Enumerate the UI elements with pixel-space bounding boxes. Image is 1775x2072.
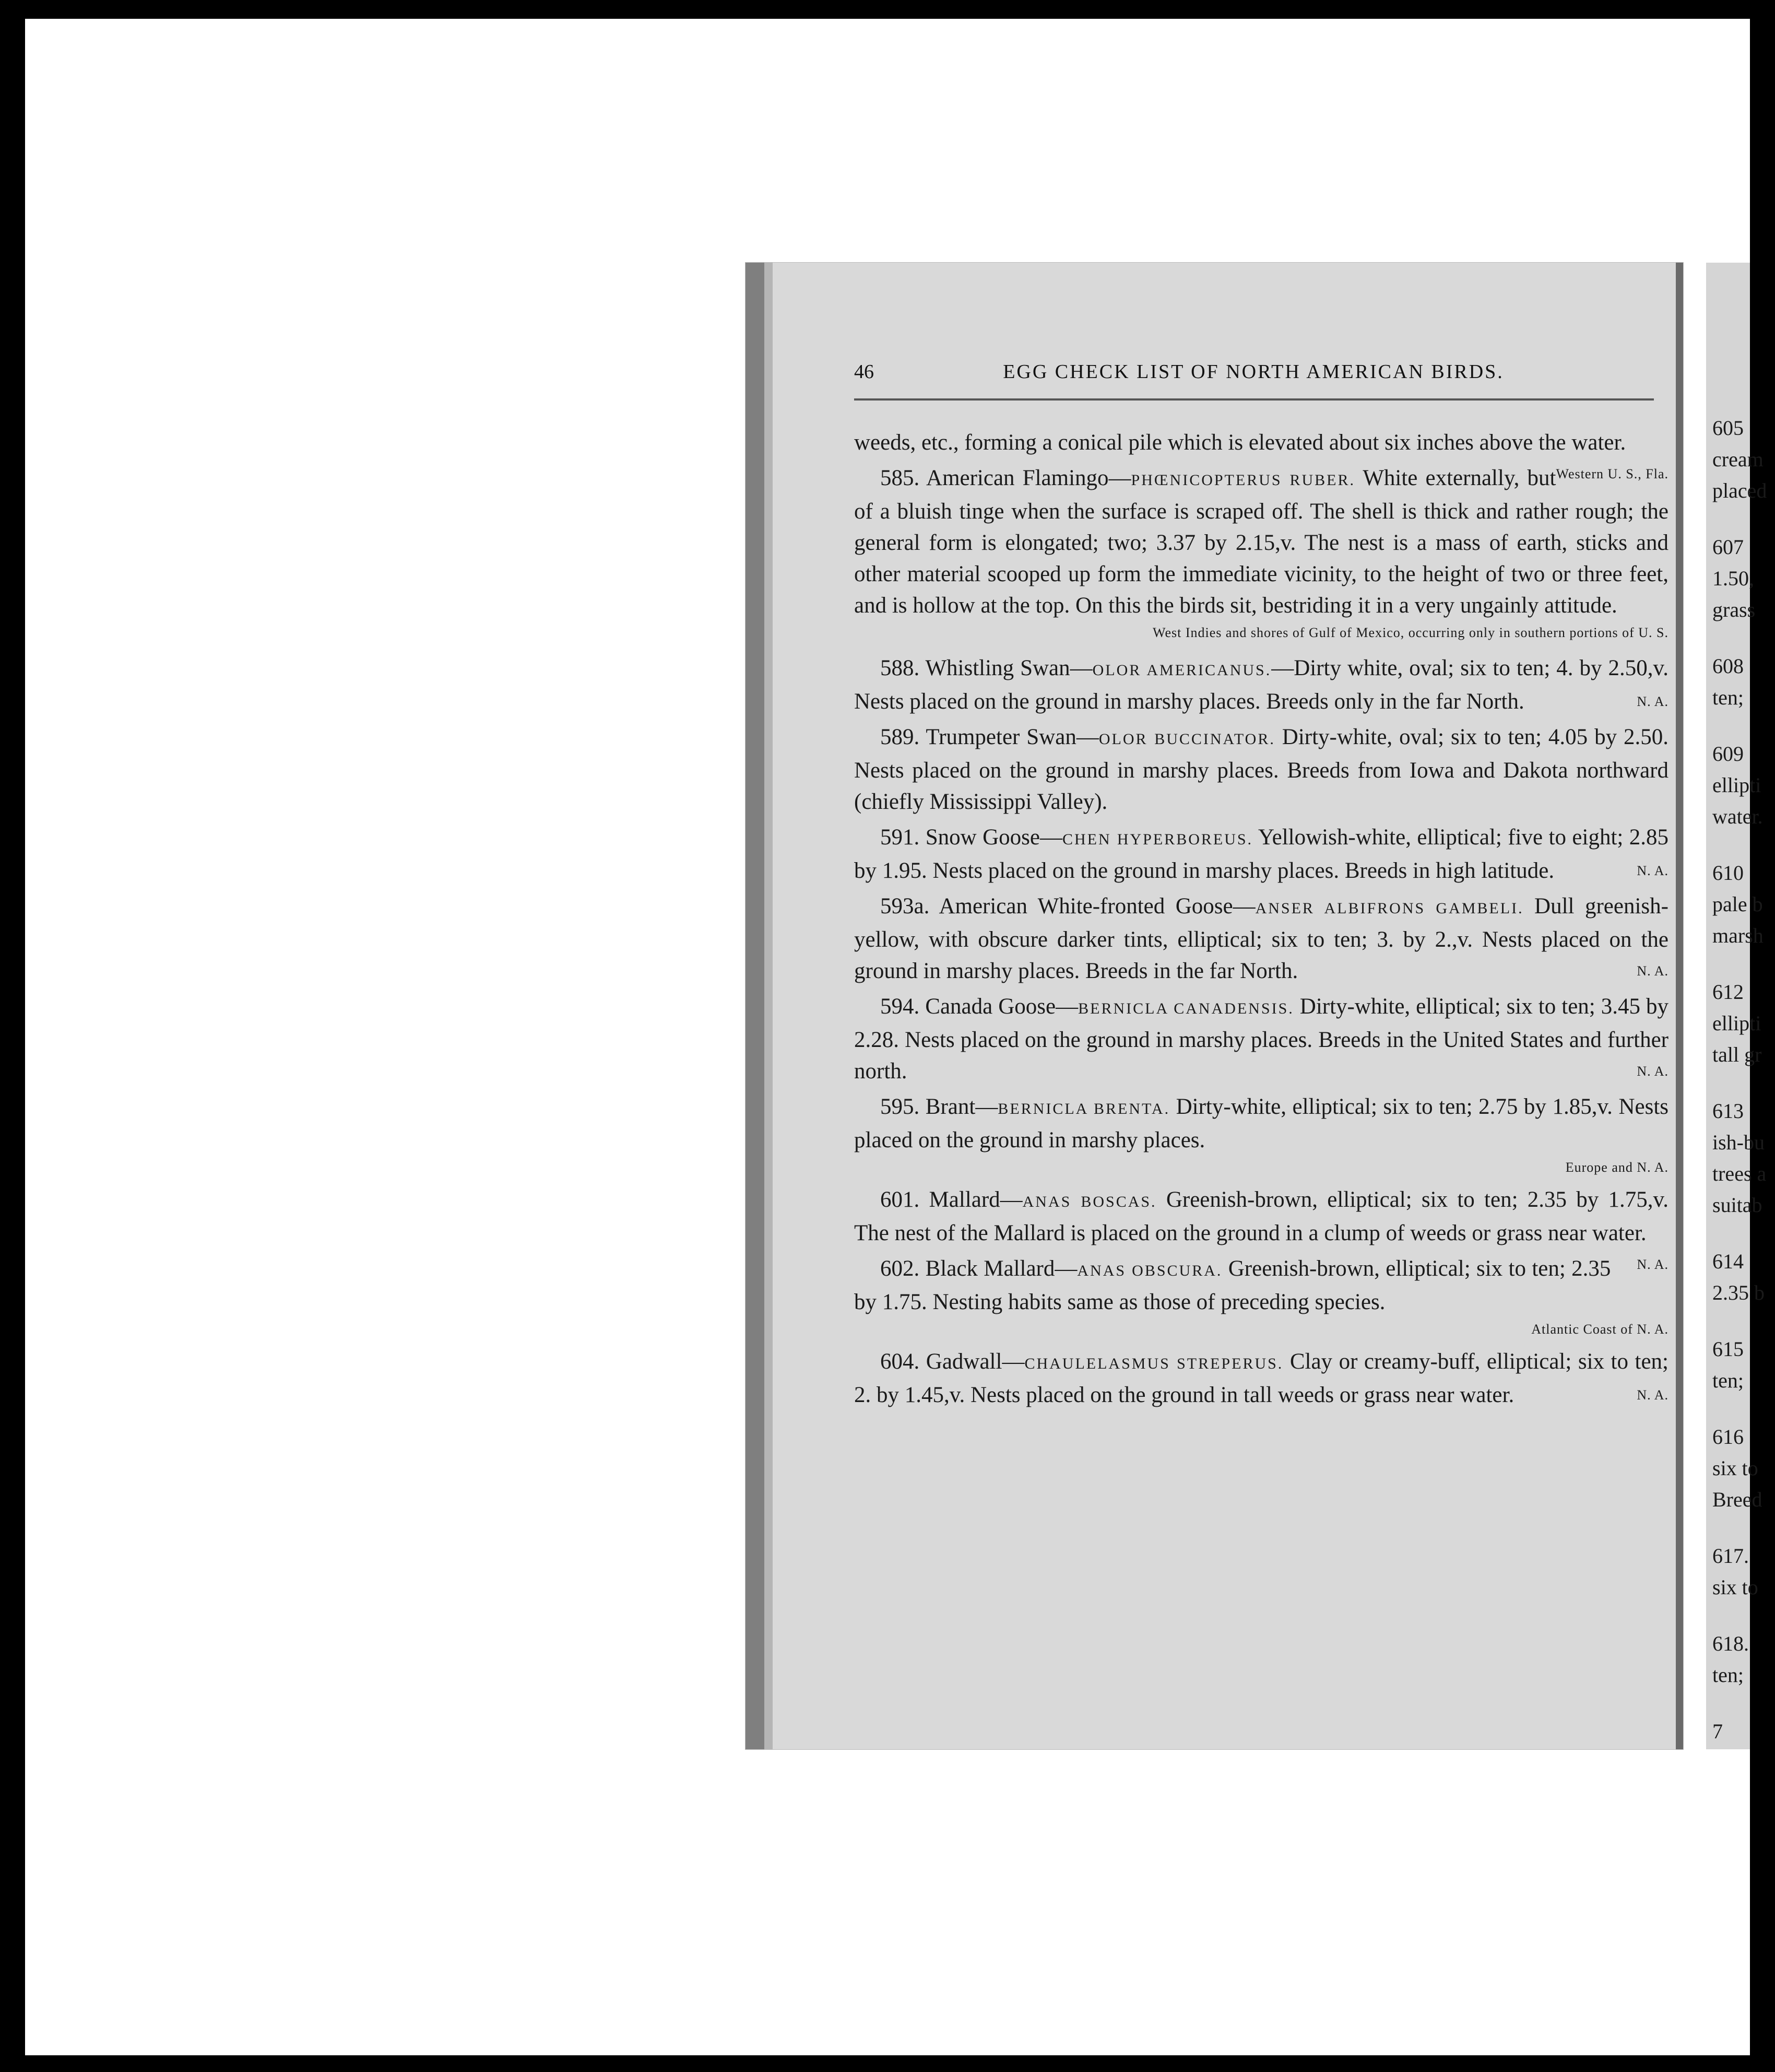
right-fragment-line: 1.50,: [1712, 567, 1754, 590]
right-fragment-block: [1712, 651, 1754, 713]
right-fragment-line: 616: [1712, 1425, 1744, 1449]
right-fragment-line: ten;: [1712, 1663, 1744, 1687]
entry-description: Greenish-brown, elliptical; six to ten; 2.35 by 1.75. Nesting habits same as those of preceding species.: [854, 1256, 1611, 1314]
right-fragment-block: [1712, 413, 1767, 507]
entry-range: N. A.: [1637, 963, 1668, 979]
entry-scientific-name: BERNICLA BRENTA.: [998, 1100, 1170, 1117]
entry-602: [854, 1253, 1668, 1318]
right-fragment-gap: [1712, 1309, 1754, 1334]
right-fragment-line: six to: [1712, 1456, 1758, 1480]
right-fragment-line: 605: [1712, 416, 1744, 440]
entry-number: 588.: [880, 656, 920, 680]
right-fragment-line: Breed: [1712, 1488, 1762, 1511]
entry-604: [854, 1346, 1668, 1411]
right-fragment-block: [1712, 857, 1764, 951]
right-fragment-line: 613: [1712, 1099, 1744, 1123]
entry-description: Clay or creamy-buff, elliptical; six to ten; 2. by 1.45,v. Nests placed on the ground in tall weeds or grass near water.: [854, 1349, 1668, 1407]
right-fragment-gap: [1712, 1070, 1754, 1096]
entry-scientific-name: ANAS BOSCAS.: [1022, 1193, 1157, 1210]
right-fragment-line: 610: [1712, 861, 1744, 885]
running-head: EGG CHECK LIST OF NORTH AMERICAN BIRDS.: [1003, 361, 1504, 383]
right-fragment-block: [1712, 1628, 1754, 1691]
right-fragment-line: grass: [1712, 598, 1756, 621]
entry-593a: [854, 891, 1668, 987]
entry-595: [854, 1091, 1668, 1156]
right-fragment-gap: [1712, 1747, 1754, 1772]
right-fragment-gap: [1712, 832, 1754, 857]
right-fragment-gap: [1712, 626, 1754, 651]
header-rule: [854, 398, 1654, 401]
entry-description: Dirty-white, elliptical; six to ten; 2.75 by 1.85,v. Nests placed on the ground in marshy places.: [854, 1094, 1669, 1152]
right-fragment-gap: [1712, 1603, 1754, 1628]
entry-common-name: Canada Goose—: [925, 994, 1079, 1019]
right-fragment-line: 609: [1712, 742, 1744, 766]
right-fragment-line: 614: [1712, 1250, 1744, 1273]
right-fragment-line: 7: [1712, 1720, 1723, 1743]
right-fragment-block: [1712, 976, 1762, 1070]
entry-number: 601.: [880, 1187, 920, 1212]
entry-589: [854, 722, 1668, 818]
entry-number: 585.: [880, 466, 920, 490]
entry-585: [854, 463, 1668, 621]
entry-number: 602.: [880, 1256, 920, 1281]
entry-description: Yellowish-white, elliptical; five to eight; 2.85 by 1.95. Nests placed on the ground in marshy places. Breeds in high latitude.: [854, 825, 1669, 883]
right-fragment-gap: [1712, 713, 1754, 738]
entry-common-name: Black Mallard—: [925, 1256, 1078, 1281]
entry-common-name: Brant—: [925, 1094, 998, 1119]
entry-common-name: Whistling Swan—: [925, 656, 1093, 680]
right-fragment-line: 618.: [1712, 1632, 1749, 1655]
page-gutter-highlight: [764, 263, 773, 1749]
right-fragment-line: 617.: [1712, 1544, 1749, 1568]
right-fragment-gap: [1712, 1221, 1754, 1246]
entry-number: 604.: [880, 1349, 920, 1374]
right-fragment-gap: [1712, 1515, 1754, 1540]
right-fragment-line: cream: [1712, 448, 1764, 471]
entry-range: N. A.: [1637, 1387, 1668, 1403]
right-fragment-line: marsh: [1712, 924, 1764, 947]
right-fragment-line: suitab: [1712, 1193, 1762, 1217]
page-header: [854, 360, 1653, 392]
right-page-text-fragments: [1712, 413, 1767, 1772]
right-fragment-block: [1712, 1096, 1767, 1221]
entry-description: —Dirty white, oval; six to ten; 4. by 2.50,v. Nests placed on the ground in marshy places. Breeds only in the far North.: [854, 656, 1668, 714]
page-gutter-shadow: [746, 263, 764, 1749]
right-fragment-line: pale b: [1712, 892, 1763, 916]
entry-scientific-name: ANAS OBSCURA.: [1077, 1262, 1223, 1279]
right-fragment-line: 607: [1712, 535, 1744, 559]
entry-range: N. A.: [1637, 863, 1668, 878]
entry-description: White externally, but of a bluish tinge when the surface is scraped off. The shell is thick and rather rough; the general form is elongated; two; 3.37 by 2.15,v. The nest is a mass of earth, sticks and other material scooped up form the immediate vicinity, to the height of two or three feet, and is hollow at the top. On this the birds sit, bestriding it in a very ungainly attitude.: [854, 466, 1668, 618]
entry-text: weeds, etc., forming a conical pile which is elevated about six inches above the water.: [854, 430, 1626, 455]
right-fragment-block: [1712, 1246, 1765, 1309]
right-fragment-gap: [1712, 507, 1754, 532]
right-fragment-line: ellipti: [1712, 1011, 1761, 1035]
page-body: [854, 427, 1668, 1415]
entry-common-name: Trumpeter Swan—: [926, 725, 1099, 749]
right-fragment-block: [1712, 1540, 1758, 1603]
right-fragment-line: water.: [1712, 805, 1763, 828]
right-fragment-line: 2.35 b: [1712, 1281, 1765, 1304]
entry-range: N. A.: [1637, 1064, 1668, 1079]
right-fragment-gap: [1712, 1691, 1754, 1716]
right-fragment-line: trees a: [1712, 1162, 1767, 1185]
entry-scientific-name: CHEN HYPERBOREUS.: [1062, 831, 1253, 848]
right-fragment-gap: [1712, 1396, 1754, 1421]
entry-description: Dull greenish-yellow, with obscure darker tints, elliptical; six to ten; 3. by 2.,v. Nests placed on the ground in marshy places. Breeds in the far North.: [854, 894, 1668, 983]
right-fragment-block: [1712, 1421, 1762, 1515]
entry-description: Greenish-brown, elliptical; six to ten; 2.35 by 1.75,v. The nest of the Mallard is placed on the ground in a clump of weeds or grass near water.: [854, 1187, 1669, 1245]
entry-594: [854, 991, 1668, 1087]
entry-common-name: Mallard—: [929, 1187, 1023, 1212]
entry-scientific-name: OLOR BUCCINATOR.: [1098, 731, 1275, 748]
right-fragment-line: ten;: [1712, 1369, 1744, 1392]
entry-range: N. A.: [1637, 1257, 1668, 1272]
entry-scientific-name: CHAULELASMUS STREPERUS.: [1024, 1355, 1284, 1372]
entry-range: Europe and N. A.: [1565, 1160, 1668, 1175]
right-fragment-block: [1712, 1716, 1754, 1747]
entry-number: 591.: [880, 825, 920, 850]
right-fragment-gap: [1712, 951, 1754, 976]
right-fragment-line: 612: [1712, 980, 1744, 1004]
right-fragment-line: tall gr: [1712, 1043, 1762, 1066]
entry-scientific-name: PHŒNICOPTERUS RUBER.: [1131, 472, 1355, 489]
entry-common-name: American Flamingo—: [926, 466, 1131, 490]
page-number: 46: [854, 361, 874, 383]
entry-number: 594.: [880, 994, 920, 1019]
right-fragment-line: six to: [1712, 1575, 1758, 1599]
right-fragment-line: ten;: [1712, 686, 1744, 709]
entry-588: [854, 653, 1668, 717]
right-fragment-line: 608: [1712, 654, 1744, 678]
right-fragment-line: ish-bu: [1712, 1131, 1765, 1154]
entry-range: Atlantic Coast of N. A.: [1531, 1322, 1668, 1337]
entry-common-name: American White-fronted Goose—: [939, 894, 1256, 919]
entry-range: Western U. S., Fla.: [1556, 466, 1668, 481]
entry-number: 589.: [880, 725, 920, 749]
entry-range: West Indies and shores of Gulf of Mexico, occurring only in southern portions of U. S.: [1153, 625, 1668, 640]
entry-scientific-name: OLOR AMERICANUS.: [1092, 662, 1272, 679]
entry-scientific-name: BERNICLA CANADENSIS.: [1078, 1000, 1294, 1017]
entry-description: Dirty-white, oval; six to ten; 4.05 by 2.50. Nests placed on the ground in marshy places. Breeds from Iowa and Dakota northward (chiefly Mississippi Valley).: [854, 725, 1669, 814]
right-fragment-line: placed: [1712, 479, 1767, 502]
entry-number: 595.: [880, 1094, 920, 1119]
right-fragment-block: [1712, 1334, 1754, 1396]
right-fragment-line: 615: [1712, 1337, 1744, 1361]
right-fragment-block: [1712, 532, 1754, 626]
entry-number: 593a.: [880, 894, 930, 919]
book-spine: [1676, 263, 1683, 1749]
right-fragment-block: [1712, 738, 1763, 832]
entry-common-name: Snow Goose—: [925, 825, 1062, 850]
entry-scientific-name: ANSER ALBIFRONS GAMBELI.: [1255, 900, 1524, 917]
entry-range: N. A.: [1637, 694, 1668, 709]
right-fragment-line: ellipti: [1712, 773, 1761, 797]
entry-591: [854, 822, 1668, 887]
entry-description: Dirty-white, elliptical; six to ten; 3.45 by 2.28. Nests placed on the ground in marshy places. Breeds in the United States and further north.: [854, 994, 1669, 1084]
entry-common-name: Gadwall—: [926, 1349, 1025, 1374]
